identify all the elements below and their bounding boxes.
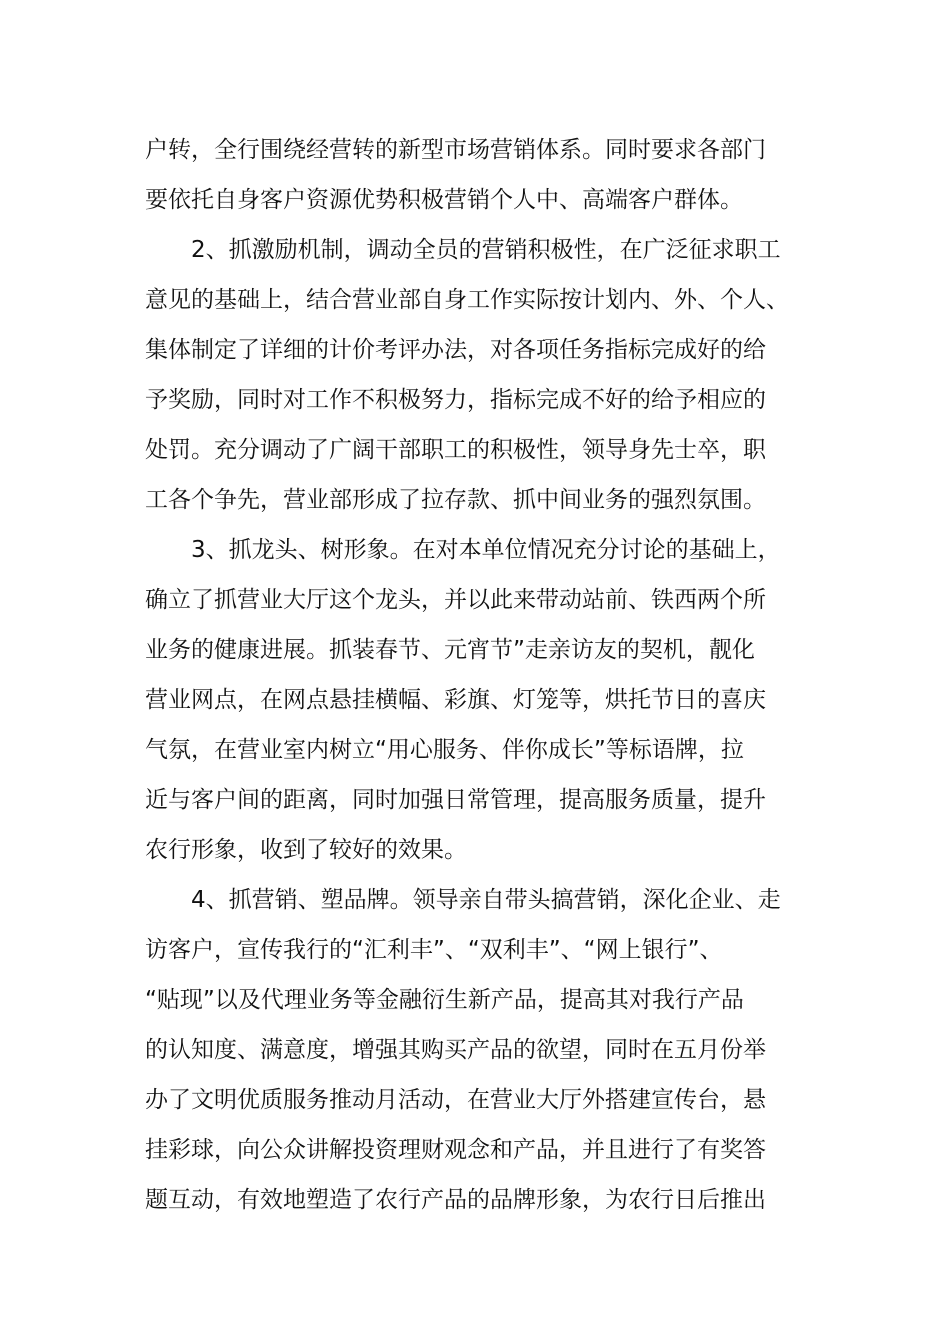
text-line: 集体制定了详细的计价考评办法，对各项任务指标完成好的给: [145, 337, 766, 363]
text-line: 题互动，有效地塑造了农行产品的品牌形象，为农行日后推出: [145, 1187, 766, 1213]
document-body: [145, 125, 825, 1225]
text-line: 气氛，在营业室内树立“用心服务、伴你成长”等标语牌，拉: [145, 737, 744, 763]
text-line: 办了文明优质服务推动月活动，在营业大厅外搭建宣传台，悬: [145, 1087, 766, 1113]
text-line: 确立了抓营业大厅这个龙头，并以此来带动站前、铁西两个所: [145, 587, 766, 613]
paragraph-start-line: 3、抓龙头、树形象。在对本单位情况充分讨论的基础上，: [191, 537, 781, 563]
text-line: 处罚。充分调动了广阔干部职工的积极性，领导身先士卒，职: [145, 437, 766, 463]
text-line: “贴现”以及代理业务等金融衍生新产品，提高其对我行产品: [145, 987, 744, 1013]
text-line: 户转，全行围绕经营转的新型市场营销体系。同时要求各部门: [145, 137, 766, 163]
text-line: 业务的健康进展。抓装春节、元宵节”走亲访友的契机，靓化: [145, 637, 755, 663]
text-line: 的认知度、满意度，增强其购买产品的欲望，同时在五月份举: [145, 1037, 766, 1063]
text-line: 予奖励，同时对工作不积极努力，指标完成不好的给予相应的: [145, 387, 766, 413]
paragraph-start-line: 2、抓激励机制，调动全员的营销积极性，在广泛征求职工: [191, 237, 781, 263]
text-line: 近与客户间的距离，同时加强日常管理，提高服务质量，提升: [145, 787, 766, 813]
text-line: 挂彩球，向公众讲解投资理财观念和产品，并且进行了有奖答: [145, 1137, 766, 1163]
text-line: 工各个争先，营业部形成了拉存款、抓中间业务的强烈氛围。: [145, 487, 766, 513]
text-line: 意见的基础上，结合营业部自身工作实际按计划内、外、个人、: [145, 287, 789, 313]
text-line: 访客户，宣传我行的“汇利丰”、“双利丰”、“网上银行”、: [145, 937, 723, 963]
text-line: 营业网点，在网点悬挂横幅、彩旗、灯笼等，烘托节日的喜庆: [145, 687, 766, 713]
text-line: 要依托自身客户资源优势积极营销个人中、高端客户群体。: [145, 187, 743, 213]
paragraph-start-line: 4、抓营销、塑品牌。领导亲自带头搞营销，深化企业、走: [191, 887, 781, 913]
text-line: 农行形象，收到了较好的效果。: [145, 837, 467, 863]
